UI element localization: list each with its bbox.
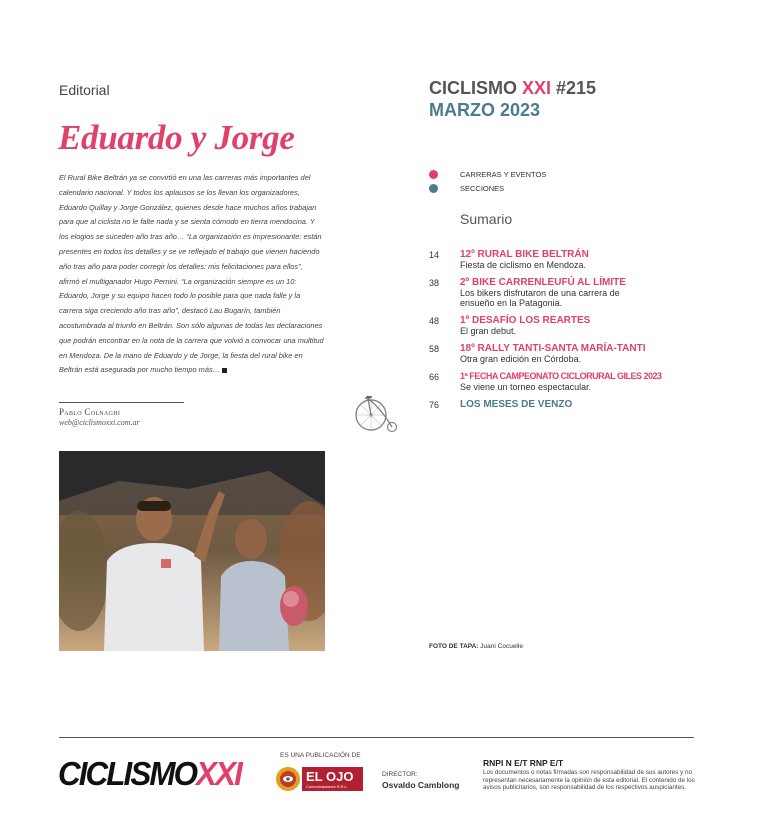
editorial-photo	[59, 451, 325, 651]
legend-dot-events	[429, 170, 438, 179]
toc-page-number: 58	[429, 344, 440, 354]
toc-description: El gran debut.	[460, 326, 517, 336]
toc-item[interactable]	[429, 315, 709, 336]
author-name: Pablo Colnaghi	[59, 407, 121, 417]
editorial-text: El Rural Bike Beltrán ya se convirtió en una las carreras más importantes del calendario nacional. Y todos los aplausos se los llevan los organizadores, Eduardo Quillay y Jorge González, quienes desde hace muchos años trabajan para que al ciclista no le falte nada y se sienta cómodo en tierra mendocina. Y los elogios se suceden año tras año… “La organización es impresionante: están presentes en todos los detalles y se ve reflejado el trabajo que vienen haciendo año tras año para poder corregir los detalles: mis felicitaciones para ellos”, afirmó el multiganador Hugo Pernini. “La organización siempre es un 10: Eduardo, Jorge y su equipo hacen todo lo posible para que nada falle y la carrera siga creciendo año tras año”, destacó Lau Bugarín, también acostumbrada al triunfo en Beltrán. Son sólo algunas de todas las declaraciones que podrán encontrar en la nota de la carrera que volvió a convocar una multitud en Mendoza. De la mano de Eduardo y de Jorge, la fiesta del rural bike en Beltrán está asegurada por mucho tiempo más…	[59, 173, 324, 375]
toc-description: Los bikers disfrutaron de una carrera de ensueño en la Patagonia.	[460, 288, 620, 308]
legend	[429, 167, 546, 195]
logo-xxi-text: XXI	[196, 755, 241, 792]
legend-item	[429, 167, 546, 181]
toc-item[interactable]	[429, 277, 709, 308]
table-of-contents	[429, 249, 709, 417]
author-email[interactable]: web@ciclismoxxi.com.ar	[59, 418, 140, 427]
ciclismo-xxi-logo	[58, 755, 241, 793]
toc-title: 1º DESAFÍO LOS REARTES	[460, 315, 591, 326]
toc-page-number: 76	[429, 400, 440, 410]
end-mark	[222, 368, 227, 373]
footer-divider	[59, 737, 694, 738]
magazine-issue-number: #215	[551, 78, 597, 98]
director-name: Osvaldo Camblong	[382, 780, 460, 790]
section-label: Editorial	[59, 82, 110, 98]
cover-credit-label: FOTO DE TAPA:	[429, 643, 479, 650]
editorial-body	[59, 171, 324, 378]
toc-description: Fiesta de ciclismo en Mendoza.	[460, 260, 587, 270]
penny-farthing-icon	[354, 394, 400, 436]
magazine-title-prefix: CICLISMO	[429, 78, 522, 98]
legend-item	[429, 181, 546, 195]
logo-main-text: CICLISMO	[58, 755, 197, 792]
toc-title: 2º BIKE CARRENLEUFÚ AL LÍMITE	[460, 277, 626, 288]
toc-description: Otra gran edición en Córdoba.	[460, 354, 582, 364]
author-divider	[59, 402, 184, 403]
director-label: DIRECTOR:	[382, 771, 418, 778]
toc-page-number: 66	[429, 372, 440, 382]
sumario-heading: Sumario	[460, 211, 513, 227]
el-ojo-text: EL OJO	[306, 769, 354, 784]
rnpi-number: RNPI N E/T RNP E/T	[483, 758, 564, 768]
toc-page-number: 38	[429, 278, 440, 288]
cover-photo-credit	[429, 643, 523, 650]
toc-page-number: 48	[429, 316, 440, 326]
issue-date: MARZO 2023	[429, 100, 541, 120]
magazine-title-xxi: XXI	[522, 78, 552, 98]
toc-item[interactable]	[429, 399, 709, 410]
toc-item[interactable]	[429, 371, 709, 392]
legend-label: SECCIONES	[460, 183, 505, 193]
el-ojo-logo	[275, 765, 365, 793]
editorial-title: Eduardo y Jorge	[58, 118, 295, 157]
disclaimer-text: Los documentos o notas firmadas son responsabilidad de sus autores y no representan necesariamente la opinión de esta editorial. El contenido de los avisos publicitarios, son responsabilidad de los respectivos auspiciantes.	[483, 769, 695, 792]
publication-label: ES UNA PUBLICACIÓN DE	[280, 752, 361, 759]
toc-item[interactable]	[429, 343, 709, 364]
el-ojo-subtext: Comunicaciones S.R.L.	[306, 784, 348, 789]
legend-dot-sections	[429, 184, 438, 193]
toc-page-number: 14	[429, 250, 440, 260]
cover-credit-name: Juani Cocuelle	[480, 643, 523, 650]
toc-title: 1ª FECHA CAMPEONATO CICLORURAL GILES 2023	[460, 371, 662, 381]
toc-item[interactable]	[429, 249, 709, 270]
toc-description: Se viene un torneo espectacular.	[460, 382, 592, 392]
legend-label: CARRERAS Y EVENTOS	[460, 169, 547, 179]
toc-title: 12º RURAL BIKE BELTRÁN	[460, 249, 589, 260]
magazine-title	[429, 78, 596, 99]
toc-title: LOS MESES DE VENZO	[460, 399, 573, 410]
toc-title: 18º RALLY TANTI-SANTA MARÍA-TANTI	[460, 343, 646, 354]
